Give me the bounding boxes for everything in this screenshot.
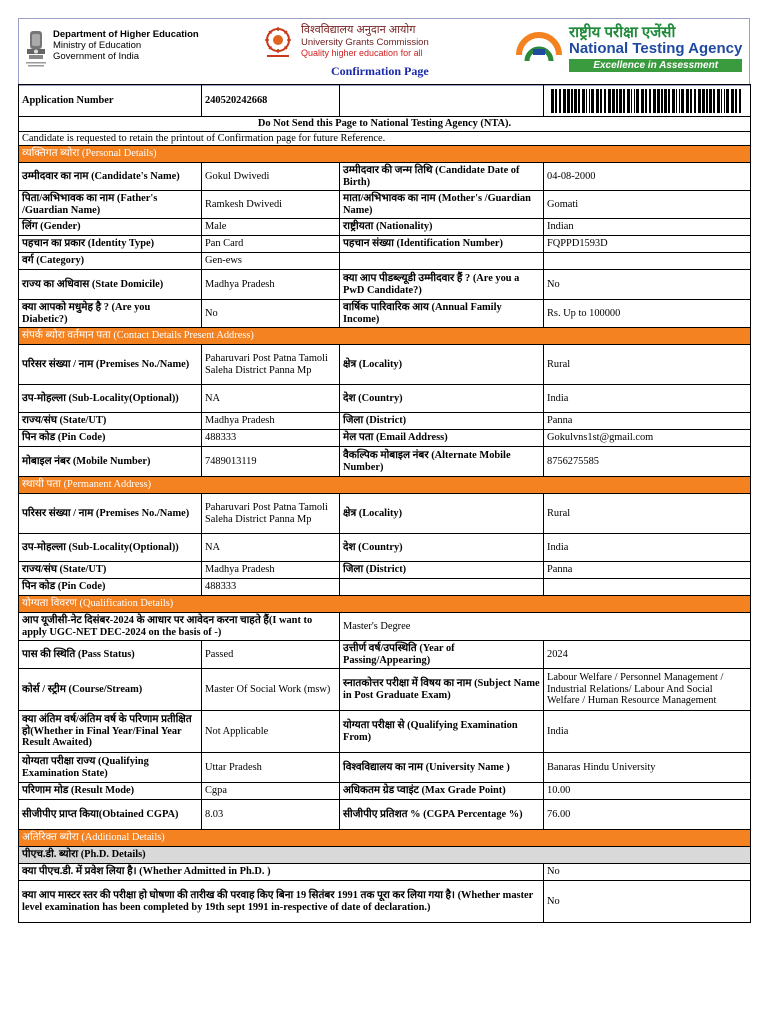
table-row: [19, 864, 751, 881]
sublocality-label: उप-मोहल्ला (Sub-Locality(Optional)): [19, 385, 202, 413]
perm-district-value: Panna: [544, 562, 751, 579]
qualifying-from-value: India: [544, 711, 751, 753]
application-row: [19, 85, 751, 117]
nta-tagline: Excellence in Assessment: [569, 59, 742, 72]
table-row: [19, 300, 751, 328]
qualifying-state-label: योग्यता परीक्षा राज्य (Qualifying Examination State): [19, 753, 202, 783]
perm-premises-label: परिसर संख्या / नाम (Premises No./Name): [19, 494, 202, 534]
perm-pincode-value: 488333: [202, 579, 340, 596]
barcode-bar: [709, 89, 712, 113]
table-row: [19, 534, 751, 562]
premises-value: Paharuvari Post Patna Tamoli Saleha District Panna Mp: [202, 345, 340, 385]
final-year-label: क्या अंतिम वर्ष/अंतिम वर्ष के परिणाम प्रतीक्षित हो(Whether in Final Year/Final Year Result Awaited): [19, 711, 202, 753]
cgpa-percentage-value: 76.00: [544, 800, 751, 830]
perm-sublocality-value: NA: [202, 534, 340, 562]
table-row: [19, 753, 751, 783]
barcode-bar: [589, 89, 590, 113]
barcode-cell: [544, 85, 751, 117]
table-row: [19, 270, 751, 300]
country-label: देश (Country): [340, 385, 544, 413]
phd-subsection-heading: पीएच.डी. ब्योरा (Ph.D. Details): [19, 847, 751, 864]
table-row: [19, 562, 751, 579]
ugc-branding: [261, 25, 429, 60]
result-mode-value: Cgpa: [202, 783, 340, 800]
application-number-value: 240520242668: [202, 85, 340, 117]
ugc-logo-icon: [261, 25, 295, 59]
category-label: वर्ग (Category): [19, 253, 202, 270]
barcode-bar: [713, 89, 715, 113]
course-label: कोर्स / स्ट्रीम (Course/Stream): [19, 669, 202, 711]
table-row: [19, 783, 751, 800]
page-header: [18, 18, 750, 86]
notice-title: Do Not Send this Page to National Testing Agency (NTA).: [19, 117, 751, 132]
father-name-value: Ramkesh Dwivedi: [202, 191, 340, 219]
application-blank: [340, 85, 544, 117]
barcode-bar: [672, 89, 675, 113]
identity-type-value: Pan Card: [202, 236, 340, 253]
locality-value: Rural: [544, 345, 751, 385]
table-row: [19, 881, 751, 923]
income-label: वार्षिक पारिवारिक आय (Annual Family Income): [340, 300, 544, 328]
application-number-label: Application Number: [19, 85, 202, 117]
father-name-label: पिता/अभिभावक का नाम (Father's /Guardian Name): [19, 191, 202, 219]
notice-retain: Candidate is requested to retain the printout of Confirmation page for future Reference.: [19, 132, 751, 146]
gender-label: लिंग (Gender): [19, 219, 202, 236]
barcode-bar: [731, 89, 734, 113]
nta-hindi: राष्ट्रीय परीक्षा एजेंसी: [569, 24, 676, 41]
section-personal-heading: व्यक्तिगत ब्योरा (Personal Details): [19, 146, 751, 163]
state-domicile-label: राज्य का अधिवास (State Domicile): [19, 270, 202, 300]
barcode-bar: [698, 89, 701, 113]
perm-state-value: Madhya Pradesh: [202, 562, 340, 579]
perm-state-label: राज्य/संघ (State/UT): [19, 562, 202, 579]
max-grade-value: 10.00: [544, 783, 751, 800]
perm-country-value: India: [544, 534, 751, 562]
moe-ministry: Ministry of Education: [53, 40, 142, 51]
national-emblem-icon: [23, 29, 49, 71]
barcode-bar: [702, 89, 705, 113]
section-contact-heading: संपर्क ब्योरा वर्तमान पता (Contact Details Present Address): [19, 328, 751, 345]
barcode-bar: [596, 89, 599, 113]
table-row: [19, 641, 751, 669]
email-value: Gokulvns1st@gmail.com: [544, 430, 751, 447]
apply-basis-value: Master's Degree: [340, 613, 751, 641]
result-mode-label: परिणाम मोड (Result Mode): [19, 783, 202, 800]
barcode-bar: [717, 89, 720, 113]
candidate-name-label: उम्मीदवार का नाम (Candidate's Name): [19, 163, 202, 191]
pincode-label: पिन कोड (Pin Code): [19, 430, 202, 447]
phd-admitted-label: क्या पीएच.डी. में प्रवेश लिया है। (Whether Admitted in Ph.D. ): [19, 864, 544, 881]
nta-branding: [513, 25, 742, 72]
state-label: राज्य/संघ (State/UT): [19, 413, 202, 430]
dob-value: 04-08-2000: [544, 163, 751, 191]
table-row: [19, 163, 751, 191]
table-row: [19, 191, 751, 219]
ugc-hindi: विश्वविद्यालय अनुदान आयोग: [301, 24, 416, 36]
barcode-bar: [634, 89, 635, 113]
subject-value: Labour Welfare / Personnel Management / Industrial Relations/ Labour And Social Welfare / Human Resource Management: [544, 669, 751, 711]
perm-sublocality-label: उप-मोहल्ला (Sub-Locality(Optional)): [19, 534, 202, 562]
barcode-bar: [690, 89, 692, 113]
subject-label: स्नातकोत्तर परीक्षा में विषय का नाम (Subject Name in Post Graduate Exam): [340, 669, 544, 711]
confirmation-title: Confirmation Page: [331, 64, 429, 78]
dob-label: उम्मीदवार की जन्म तिथि (Candidate Date of Birth): [340, 163, 544, 191]
mobile-value: 7489013119: [202, 447, 340, 477]
country-value: India: [544, 385, 751, 413]
district-value: Panna: [544, 413, 751, 430]
nationality-value: Indian: [544, 219, 751, 236]
barcode-bar: [559, 89, 561, 113]
passing-year-label: उत्तीर्ण वर्ष/उपस्थिति (Year of Passing/Appearing): [340, 641, 544, 669]
barcode-bar: [578, 89, 580, 113]
barcode-bar: [616, 89, 618, 113]
table-row: [19, 236, 751, 253]
barcode-bar: [649, 89, 651, 113]
phd-admitted-value: No: [544, 864, 751, 881]
category-value: Gen-ews: [202, 253, 340, 270]
mother-name-label: माता/अभिभावक का नाम (Mother's /Guardian Name): [340, 191, 544, 219]
barcode-bar: [623, 89, 625, 113]
table-row: [19, 579, 751, 596]
barcode-bar: [661, 89, 663, 113]
barcode-bar: [631, 89, 632, 113]
barcode-bar: [586, 89, 587, 113]
alt-mobile-value: 8756275585: [544, 447, 751, 477]
ugc-english: University Grants Commission: [301, 36, 429, 48]
table-row: [19, 413, 751, 430]
pass-status-value: Passed: [202, 641, 340, 669]
barcode-bar: [694, 89, 696, 113]
locality-label: क्षेत्र (Locality): [340, 345, 544, 385]
section-permanent-heading: स्थायी पता (Permanent Address): [19, 477, 751, 494]
barcode-bar: [612, 89, 615, 113]
passing-year-value: 2024: [544, 641, 751, 669]
barcode-bar: [567, 89, 570, 113]
identity-type-label: पहचान का प्रकार (Identity Type): [19, 236, 202, 253]
barcode-bar: [721, 89, 722, 113]
mother-name-value: Gomati: [544, 191, 751, 219]
barcode-bar: [645, 89, 647, 113]
state-value: Madhya Pradesh: [202, 413, 340, 430]
barcode-bar: [668, 89, 670, 113]
cgpa-percentage-label: सीजीपीए प्रतिशत % (CGPA Percentage %): [340, 800, 544, 830]
nationality-label: राष्ट्रीयता (Nationality): [340, 219, 544, 236]
diabetic-value: No: [202, 300, 340, 328]
barcode-bar: [724, 89, 725, 113]
confirmation-table: [18, 84, 751, 923]
perm-district-label: जिला (District): [340, 562, 544, 579]
qualifying-state-value: Uttar Pradesh: [202, 753, 340, 783]
perm-locality-value: Rural: [544, 494, 751, 534]
section-additional-heading: अतिरिक्त ब्योरा (Additional Details): [19, 830, 751, 847]
barcode-bar: [608, 89, 611, 113]
barcode-bar: [653, 89, 656, 113]
barcode-bar: [600, 89, 602, 113]
district-label: जिला (District): [340, 413, 544, 430]
barcode-bar: [563, 89, 566, 113]
pwd-label: क्या आप पीडब्ल्यूडी उम्मीदवार हैं ? (Are you a PwD Candidate?): [340, 270, 544, 300]
course-value: Master Of Social Work (msw): [202, 669, 340, 711]
table-row: [19, 613, 751, 641]
candidate-name-value: Gokul Dwivedi: [202, 163, 340, 191]
cgpa-label: सीजीपीए प्राप्त किया(Obtained CGPA): [19, 800, 202, 830]
perm-premises-value: Paharuvari Post Patna Tamoli Saleha District Panna Mp: [202, 494, 340, 534]
qualifying-from-label: योग्यता परीक्षा से (Qualifying Examination From): [340, 711, 544, 753]
sublocality-value: NA: [202, 385, 340, 413]
gender-value: Male: [202, 219, 340, 236]
moe-govt: Government of India: [53, 51, 140, 62]
identification-number-label: पहचान संख्या (Identification Number): [340, 236, 544, 253]
max-grade-label: अधिकतम ग्रेड प्वाइंट (Max Grade Point): [340, 783, 544, 800]
barcode-bar: [604, 89, 606, 113]
perm-pincode-label: पिन कोड (Pin Code): [19, 579, 202, 596]
alt-mobile-label: वैकल्पिक मोबाइल नंबर (Alternate Mobile Number): [340, 447, 544, 477]
barcode-bar: [636, 89, 639, 113]
table-row: [19, 253, 751, 270]
diabetic-label: क्या आपको मधुमेह है ? (Are you Diabetic?): [19, 300, 202, 328]
table-row: [19, 430, 751, 447]
master-1991-label: क्या आप मास्टर स्तर की परीक्षा हो घोषणा की तारीख की परवाह किए बिना 19 सितंबर 1991 तक पूरा कर लिया गया है। (Whether master level examination has been completed by 19th sept 1991 in-respective of date of declaration.): [19, 881, 544, 923]
nta-english: National Testing Agency: [569, 40, 743, 57]
barcode-bar: [681, 89, 684, 113]
state-domicile-value: Madhya Pradesh: [202, 270, 340, 300]
perm-locality-label: क्षेत्र (Locality): [340, 494, 544, 534]
table-row: [19, 345, 751, 385]
table-row: [19, 800, 751, 830]
university-label: विश्वविद्यालय का नाम (University Name ): [340, 753, 544, 783]
barcode-bar: [686, 89, 689, 113]
master-1991-value: No: [544, 881, 751, 923]
section-qualification-heading: योग्यता विवरण (Qualification Details): [19, 596, 751, 613]
barcode-bar: [676, 89, 677, 113]
barcode-bar: [706, 89, 708, 113]
pass-status-label: पास की स्थिति (Pass Status): [19, 641, 202, 669]
table-row: [19, 711, 751, 753]
barcode-bar: [555, 89, 557, 113]
moe-branding: [23, 29, 199, 71]
barcode-bar: [641, 89, 644, 113]
table-row: [19, 219, 751, 236]
barcode-bar: [574, 89, 577, 113]
mobile-label: मोबाइल नंबर (Mobile Number): [19, 447, 202, 477]
table-row: [19, 385, 751, 413]
table-row: [19, 669, 751, 711]
email-label: मेल पता (Email Address): [340, 430, 544, 447]
barcode-bar: [627, 89, 630, 113]
table-row: [19, 494, 751, 534]
pwd-value: No: [544, 270, 751, 300]
barcode-bar: [571, 89, 573, 113]
pincode-value: 488333: [202, 430, 340, 447]
identification-number-value: FQPPD1593D: [544, 236, 751, 253]
cgpa-value: 8.03: [202, 800, 340, 830]
ugc-tagline: Quality higher education for all: [301, 48, 423, 58]
table-row: [19, 447, 751, 477]
income-value: Rs. Up to 100000: [544, 300, 751, 328]
barcode-bar: [591, 89, 594, 113]
nta-logo-icon: [513, 31, 565, 67]
final-year-value: Not Applicable: [202, 711, 340, 753]
barcode: [547, 87, 747, 115]
barcode-bar: [582, 89, 585, 113]
barcode-bar: [679, 89, 680, 113]
barcode-bar: [551, 89, 554, 113]
barcode-bar: [735, 89, 737, 113]
university-value: Banaras Hindu University: [544, 753, 751, 783]
barcode-bar: [726, 89, 729, 113]
perm-country-label: देश (Country): [340, 534, 544, 562]
barcode-bar: [657, 89, 660, 113]
apply-basis-label: आप यूजीसी-नेट दिसंबर-2024 के आधार पर आवेदन करना चाहते हैं(I want to apply UGC-NET DEC-2024 on the basis of -): [19, 613, 340, 641]
barcode-bar: [664, 89, 667, 113]
premises-label: परिसर संख्या / नाम (Premises No./Name): [19, 345, 202, 385]
moe-dept: Department of Higher Education: [53, 29, 199, 40]
barcode-bar: [739, 89, 741, 113]
barcode-bar: [619, 89, 622, 113]
